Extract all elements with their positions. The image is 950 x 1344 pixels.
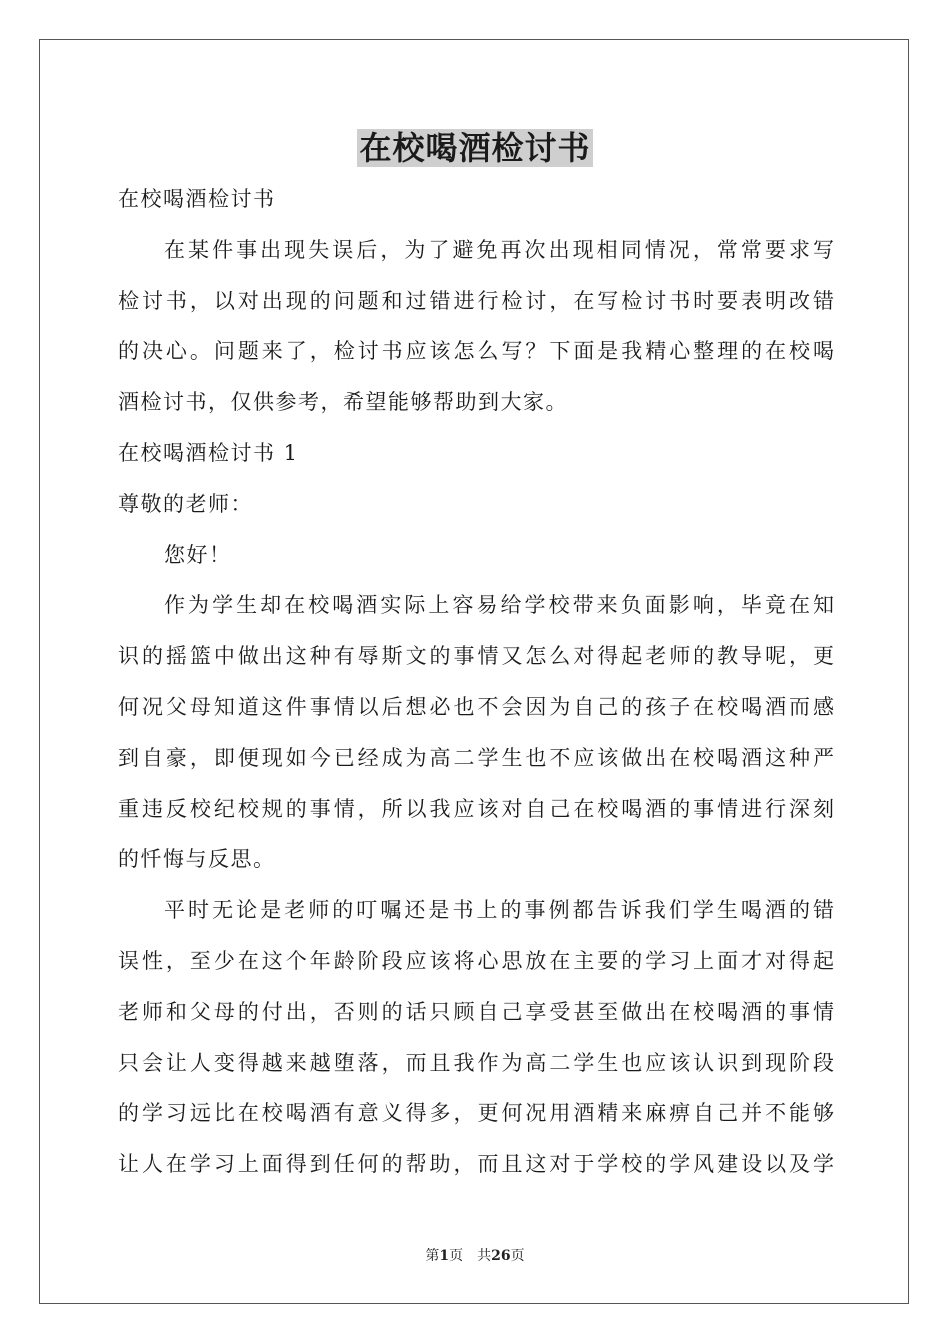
document-title-text: 在校喝酒检讨书 — [359, 129, 591, 167]
page-total: 26 — [491, 1248, 511, 1264]
total-unit: 页 — [510, 1248, 525, 1264]
text-line: 作为学生却在校喝酒实际上容易给学校带来负面影响，毕竟在知 — [164, 593, 834, 618]
document-body — [118, 174, 834, 1190]
document-title — [0, 128, 950, 168]
text-line: 在校喝酒检讨书 — [118, 187, 276, 211]
text-line: 检讨书，以对出现的问题和过错进行检讨，在写检讨书时要表明改错 — [118, 288, 834, 313]
text-line: 尊敬的老师： — [118, 491, 253, 516]
page-prefix: 第 — [425, 1248, 440, 1264]
text-line: 在某件事出现失误后，为了避免再次出现相同情况，常常要求写 — [164, 237, 834, 262]
text-line: 重违反校纪校规的事情，所以我应该对自己在校喝酒的事情进行深刻 — [118, 796, 834, 821]
page-number: 1 — [439, 1248, 450, 1264]
text-line: 误性，至少在这个年龄阶段应该将心思放在主要的学习上面才对得起 — [118, 948, 834, 973]
text-line: 酒检讨书，仅供参考，希望能够帮助到大家。 — [118, 390, 568, 415]
text-line: 老师和父母的付出，否则的话只顾自己享受甚至做出在校喝酒的事情 — [118, 999, 834, 1024]
text-line: 的决心。问题来了，检讨书应该怎么写？下面是我精心整理的在校喝 — [118, 339, 834, 364]
text-line: 只会让人变得越来越堕落，而且我作为高二学生也应该认识到现阶段 — [118, 1050, 834, 1075]
page-footer — [0, 1246, 950, 1266]
text-line: 平时无论是老师的叮嘱还是书上的事例都告诉我们学生喝酒的错 — [164, 898, 834, 923]
text-line: 在校喝酒检讨书 1 — [118, 440, 299, 465]
text-line: 让人在学习上面得到任何的帮助，而且这对于学校的学风建设以及学 — [118, 1152, 834, 1177]
text-line: 到自豪，即便现如今已经成为高二学生也不应该做出在校喝酒这种严 — [118, 745, 834, 770]
text-line: 识的摇篮中做出这种有辱斯文的事情又怎么对得起老师的教导呢，更 — [118, 644, 834, 669]
text-line: 您好！ — [164, 542, 232, 567]
page-unit: 页 — [449, 1248, 464, 1264]
text-line: 的学习远比在校喝酒有意义得多，更何况用酒精来麻痹自己并不能够 — [118, 1101, 834, 1126]
total-prefix: 共 — [477, 1248, 492, 1264]
text-line: 的忏悔与反思。 — [118, 847, 276, 872]
text-line: 何况父母知道这件事情以后想必也不会因为自己的孩子在校喝酒而感 — [118, 694, 834, 719]
